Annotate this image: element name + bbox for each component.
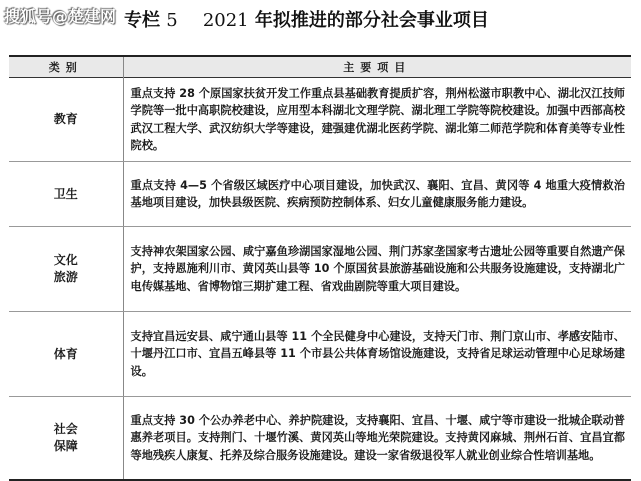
row-description: 重点支持 30 个公办养老中心、养护院建设，支持襄阳、宜昌、十堰、咸宁等市建设一批城企联动普惠养老项目。支持荆门、十堰竹溪、黄冈英山等地光荣院建设。支持黄冈麻城、荆州石首、宜昌宜都等地残疾人康复、托养及综合服务设施建设。建设一家省级退役军人就业创业综合性培训基地。 xyxy=(123,397,631,481)
row-category xyxy=(9,78,123,162)
row-category-line: 文化 xyxy=(53,253,78,267)
row-category-line: 体育 xyxy=(53,346,78,361)
row-category-line: 卫生 xyxy=(53,186,78,201)
table-row xyxy=(9,227,631,312)
row-category xyxy=(9,227,123,312)
row-description: 重点支持 28 个原国家扶贫开发工作重点县基础教育提质扩容，荆州松滋市职教中心、湖北汉江技师学院等一批中高职院校建设，应用型本科湖北文理学院、湖北理工学院等院校建设。加强中西部高校武汉工程大学、武汉纺织大学等建设，建强建优湖北医药学院、湖北第二师范学院和体育美等专业性院校。 xyxy=(123,78,631,162)
watermark: 搜狐号@楚建网 xyxy=(4,7,117,26)
table-header-row xyxy=(9,56,631,78)
row-description: 重点支持 4—5 个省级区域医疗中心项目建设，加快武汉、襄阳、宜昌、黄冈等 4 地重大疫情救治基地项目建设，加快县级医院、疾病预防控制体系、妇女儿童健康服务能力建设。 xyxy=(123,162,631,227)
row-description: 支持宜昌远安县、咸宁通山县等 11 个全民健身中心建设，支持天门市、荆门京山市、孝感安陆市、十堰丹江口市、宜昌五峰县等 11 个市县公共体育场馆设施建设，支持省足球运动管理中心足球场建设。 xyxy=(123,312,631,397)
row-category xyxy=(9,162,123,227)
row-category-line: 保障 xyxy=(53,439,78,453)
projects-table xyxy=(9,55,631,481)
page-title xyxy=(124,6,489,32)
row-category-line: 教育 xyxy=(53,112,78,126)
row-category-line: 旅游 xyxy=(53,270,78,284)
row-category xyxy=(9,397,123,481)
title-text: 年拟推进的部分社会事业项目 xyxy=(254,10,489,31)
title-label: 专栏 xyxy=(124,10,160,31)
title-year: 2021 xyxy=(202,10,249,31)
row-description: 支持神农架国家公园、咸宁嘉鱼珍湖国家湿地公园、荆门苏家垄国家考古遗址公园等重要自然遗产保护，支持恩施利川市、黄冈英山县等 10 个原国贫县旅游基础设施和公共服务设施建设，支持湖北广电传媒基地、省博物馆三期扩建工程、省戏曲剧院等重大项目建设。 xyxy=(123,227,631,312)
row-category-line: 社会 xyxy=(53,422,78,436)
row-category xyxy=(9,312,123,397)
header-items: 主要项目 xyxy=(123,56,631,78)
table-row xyxy=(9,78,631,162)
table-row xyxy=(9,312,631,397)
title-number: 5 xyxy=(166,10,178,31)
header-category: 类别 xyxy=(9,56,123,78)
table-row xyxy=(9,162,631,227)
table-row xyxy=(9,397,631,481)
